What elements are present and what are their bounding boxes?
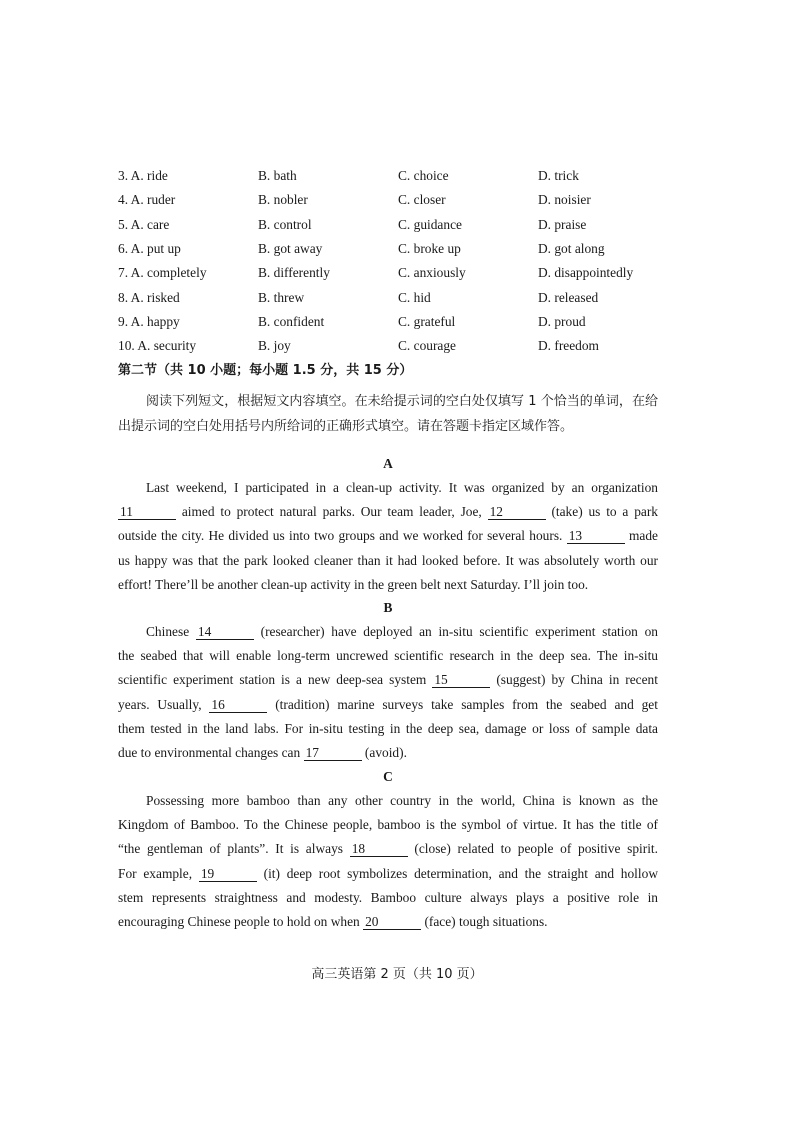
option-c: C. courage [398,338,457,354]
passage-line [118,668,658,692]
option-d: D. noisier [538,192,591,208]
passage-text: made [629,528,658,544]
blank-17[interactable]: 17 [304,746,362,761]
passage-text: scientific experiment station is a new deep-sea system [118,672,427,688]
option-a: 3. A. ride [118,168,168,184]
blank-16[interactable]: 16 [209,698,267,713]
option-c: C. choice [398,168,449,184]
option-c: C. grateful [398,313,456,329]
passage-text: aimed to protect natural parks. Our team leader, Joe, [181,504,482,520]
passage-line [118,476,658,500]
option-d: D. freedom [538,338,599,354]
passage-b-letter: B [383,600,393,615]
passage-text: encouraging Chinese people to hold on when [118,914,360,930]
passage-line [118,813,658,837]
option-c: C. anxiously [398,265,466,281]
option-d: D. released [538,289,599,305]
passage-line [118,620,658,644]
option-row [118,334,678,358]
passage-text: the seabed that will enable long-term uncrewed scientific research in the deep sea. The in-situ [118,648,658,664]
option-row [118,188,678,212]
passage-a-letter: A [383,456,393,471]
option-a: 7. A. completely [118,265,207,281]
page-footer: 高三英语第 2 页（共 10 页） [311,967,483,982]
option-b: B. differently [258,265,330,281]
passage-line [118,717,658,741]
passage-line [118,910,658,934]
option-b: B. joy [258,338,291,354]
passage-line [118,862,658,886]
section-instructions: 阅读下列短文，根据短文内容填空。在未给提示词的空白处仅填写 1 个恰当的单词，在给出提示词的空白处用括号内所给词的正确形式填空。请在答题卡指定区域作答。 [118,394,658,434]
passage-line [118,741,658,765]
passage-c-letter: C [383,769,393,784]
option-a: 4. A. ruder [118,192,176,208]
option-c: C. hid [398,289,431,305]
blank-19[interactable]: 19 [199,867,257,882]
option-row [118,164,678,188]
blank-12[interactable]: 12 [488,505,546,520]
passage-line [118,573,658,597]
option-d: D. proud [538,313,586,329]
passage-line [118,837,658,861]
option-c: C. broke up [398,241,461,257]
option-d: D. trick [538,168,579,184]
passage-line [118,644,658,668]
option-b: B. confident [258,313,325,329]
passage-text: Kingdom of Bamboo. To the Chinese people, bamboo is the symbol of virtue. It has the title of [118,817,658,833]
blank-11[interactable]: 11 [118,505,176,520]
passage-text: (suggest) by China in recent [496,672,658,688]
option-d: D. got along [538,241,605,257]
passage-text: due to environmental changes can [118,745,301,761]
passage-text: “the gentleman of plants”. It is always [118,841,343,857]
passage-text: effort! There’ll be another clean-up activity in the green belt next Saturday. I’ll join too. [118,576,589,592]
passage-text: years. Usually, [118,696,202,712]
passage-text: (researcher) have deployed an in-situ scientific experiment station on [260,624,658,639]
option-d: D. disappointedly [538,265,634,281]
passage-text: (take) us to a park [551,504,658,520]
option-row [118,237,678,261]
passage-a [118,476,658,597]
answer-options [118,164,678,358]
option-b: B. got away [258,241,323,257]
passage-text: (tradition) marine surveys take samples from the seabed and get [275,696,658,712]
passage-line [118,524,658,548]
passage-line [118,886,658,910]
passage-text: Chinese [146,624,190,639]
passage-text: For example, [118,865,193,881]
passage-text: (face) tough situations. [424,914,548,930]
option-a: 10. A. security [118,338,197,354]
option-row [118,310,678,334]
option-b: B. control [258,216,312,232]
passage-text: (it) deep root symbolizes determination, and the straight and hollow [263,865,658,881]
section-heading: 第二节（共 10 小题；每小题 1.5 分，共 15 分） [118,363,413,378]
blank-15[interactable]: 15 [432,673,490,688]
passage-text: (close) related to people of positive spirit. [414,841,658,857]
passage-c [118,789,658,934]
option-b: B. nobler [258,192,308,208]
option-a: 6. A. put up [118,241,181,257]
passage-text: outside the city. He divided us into two groups and we worked for several hours. [118,528,563,544]
passage-line [118,549,658,573]
passage-b [118,620,658,765]
option-a: 8. A. risked [118,289,180,305]
blank-14[interactable]: 14 [196,625,254,640]
option-b: B. threw [258,289,305,305]
option-c: C. guidance [398,216,462,232]
passage-text: (avoid). [364,745,407,761]
passage-line [118,500,658,524]
blank-18[interactable]: 18 [350,842,408,857]
passage-line [118,789,658,813]
passage-text: Last weekend, I participated in a clean-up activity. It was organized by an organization [146,480,658,495]
passage-text: Possessing more bamboo than any other country in the world, China is known as the [146,793,658,808]
passage-line [118,693,658,717]
blank-13[interactable]: 13 [567,529,625,544]
blank-20[interactable]: 20 [363,915,421,930]
option-row [118,261,678,285]
option-row [118,285,678,309]
option-a: 9. A. happy [118,313,180,329]
passage-text: them tested in the land labs. For in-situ testing in the deep sea, damage or loss of sample data [118,720,658,736]
passage-text: us happy was that the park looked cleaner than it had looked before. It was absolutely worth our [118,552,658,568]
passage-text: stem represents straightness and modesty. Bamboo culture always plays a positive role in [118,889,658,905]
option-c: C. closer [398,192,446,208]
option-b: B. bath [258,168,297,184]
option-d: D. praise [538,216,587,232]
option-row [118,213,678,237]
option-a: 5. A. care [118,216,170,232]
